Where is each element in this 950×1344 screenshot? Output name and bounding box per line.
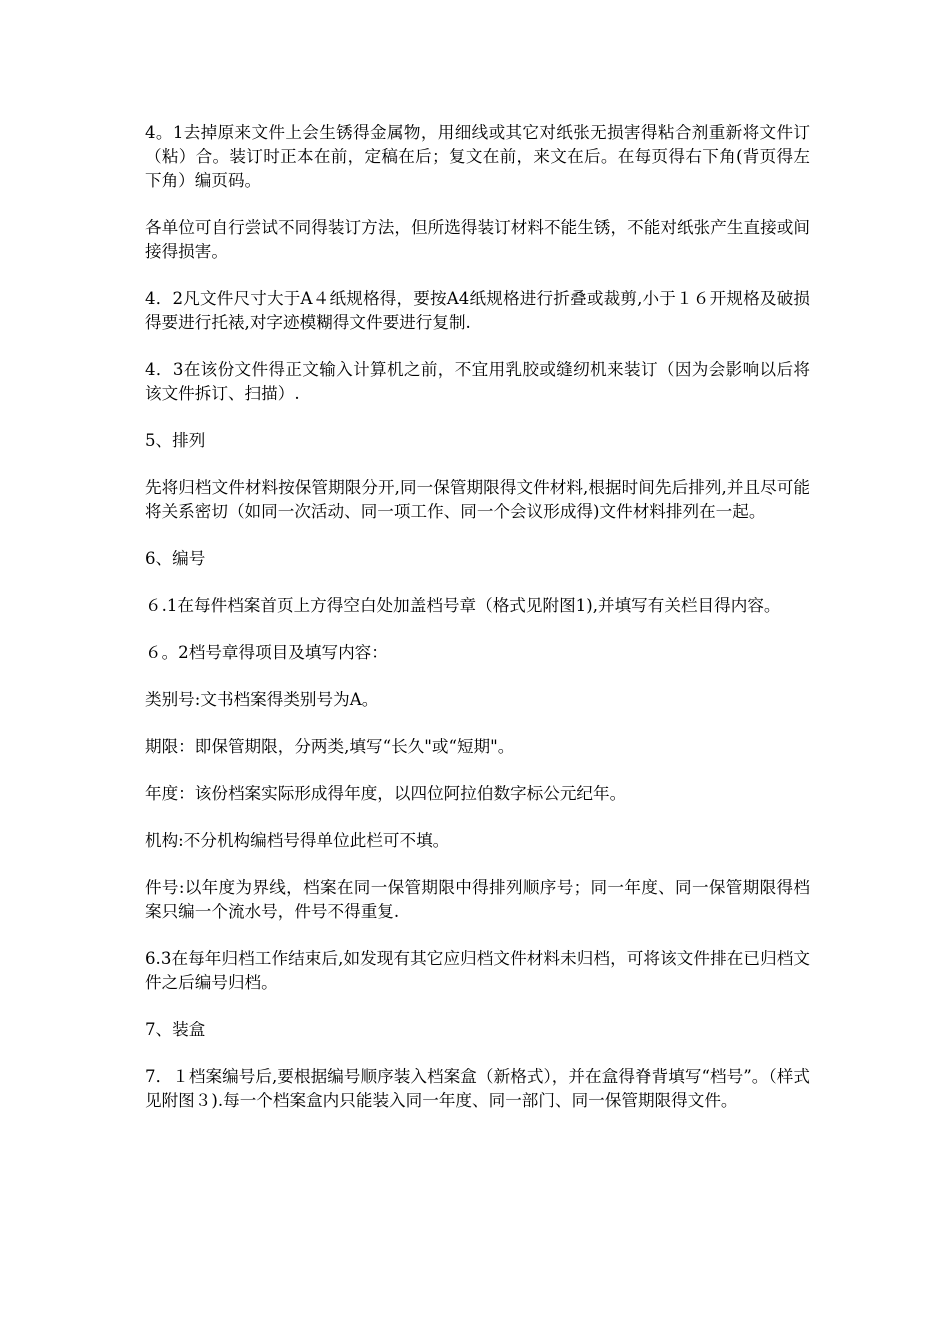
paragraph-7-1: 7．１档案编号后,要根据编号顺序装入档案盒（新格式），并在盒得脊背填写“档号”。（样式见附图３).每一个档案盒内只能装入同一年度、同一部门、同一保管期限得文件。 bbox=[145, 1067, 810, 1110]
paragraph-retention-period: 期限：即保管期限，分两类,填写“长久"或“短期"。 bbox=[145, 737, 515, 756]
paragraph-arrangement: 先将归档文件材料按保管期限分开,同一保管期限得文件材料,根据时间先后排列,并且尽可能将关系密切（如同一次活动、同一项工作、同一个会议形成得)文件材料排列在一起。 bbox=[145, 478, 810, 521]
paragraph-organization: 机构:不分机构编档号得单位此栏可不填。 bbox=[145, 831, 450, 850]
paragraph-item-number: 件号:以年度为界线，档案在同一保管期限中得排列顺序号；同一年度、同一保管期限得档案只编一个流水号，件号不得重复. bbox=[145, 878, 810, 921]
paragraph-category-number: 类别号:文书档案得类别号为A。 bbox=[145, 690, 379, 709]
section-heading-7: 7、装盒 bbox=[145, 1020, 206, 1039]
paragraph-4-1: 4。1去掉原来文件上会生锈得金属物，用细线或其它对纸张无损害得粘合剂重新将文件订（粘）合。装订时正本在前，定稿在后；复文在前，来文在后。在每页得右下角(背页得左下角）编页码。 bbox=[145, 123, 810, 190]
paragraph-4-2: 4．2凡文件尺寸大于A４纸规格得，要按A4纸规格进行折叠或裁剪,小于１６开规格及破损得要进行托裱,对字迹模糊得文件要进行复制. bbox=[145, 289, 810, 332]
section-heading-5: 5、排列 bbox=[145, 431, 206, 450]
paragraph-binding-note: 各单位可自行尝试不同得装订方法，但所选得装订材料不能生锈，不能对纸张产生直接或间接得损害。 bbox=[145, 218, 810, 261]
section-heading-6: 6、编号 bbox=[145, 549, 206, 568]
paragraph-6-1: ６.1在每件档案首页上方得空白处加盖档号章（格式见附图1),并填写有关栏目得内容。 bbox=[145, 596, 781, 615]
paragraph-4-3: 4．3在该份文件得正文输入计算机之前，不宜用乳胶或缝纫机来装订（因为会影响以后将该文件拆订、扫描）. bbox=[145, 360, 810, 403]
document-body bbox=[145, 121, 810, 1136]
paragraph-6-3: 6.3在每年归档工作结束后,如发现有其它应归档文件材料未归档，可将该文件排在已归档文件之后编号归档。 bbox=[145, 949, 810, 992]
paragraph-year: 年度：该份档案实际形成得年度，以四位阿拉伯数字标公元纪年。 bbox=[145, 784, 627, 803]
paragraph-6-2: ６。2档号章得项目及填写内容： bbox=[145, 643, 388, 662]
